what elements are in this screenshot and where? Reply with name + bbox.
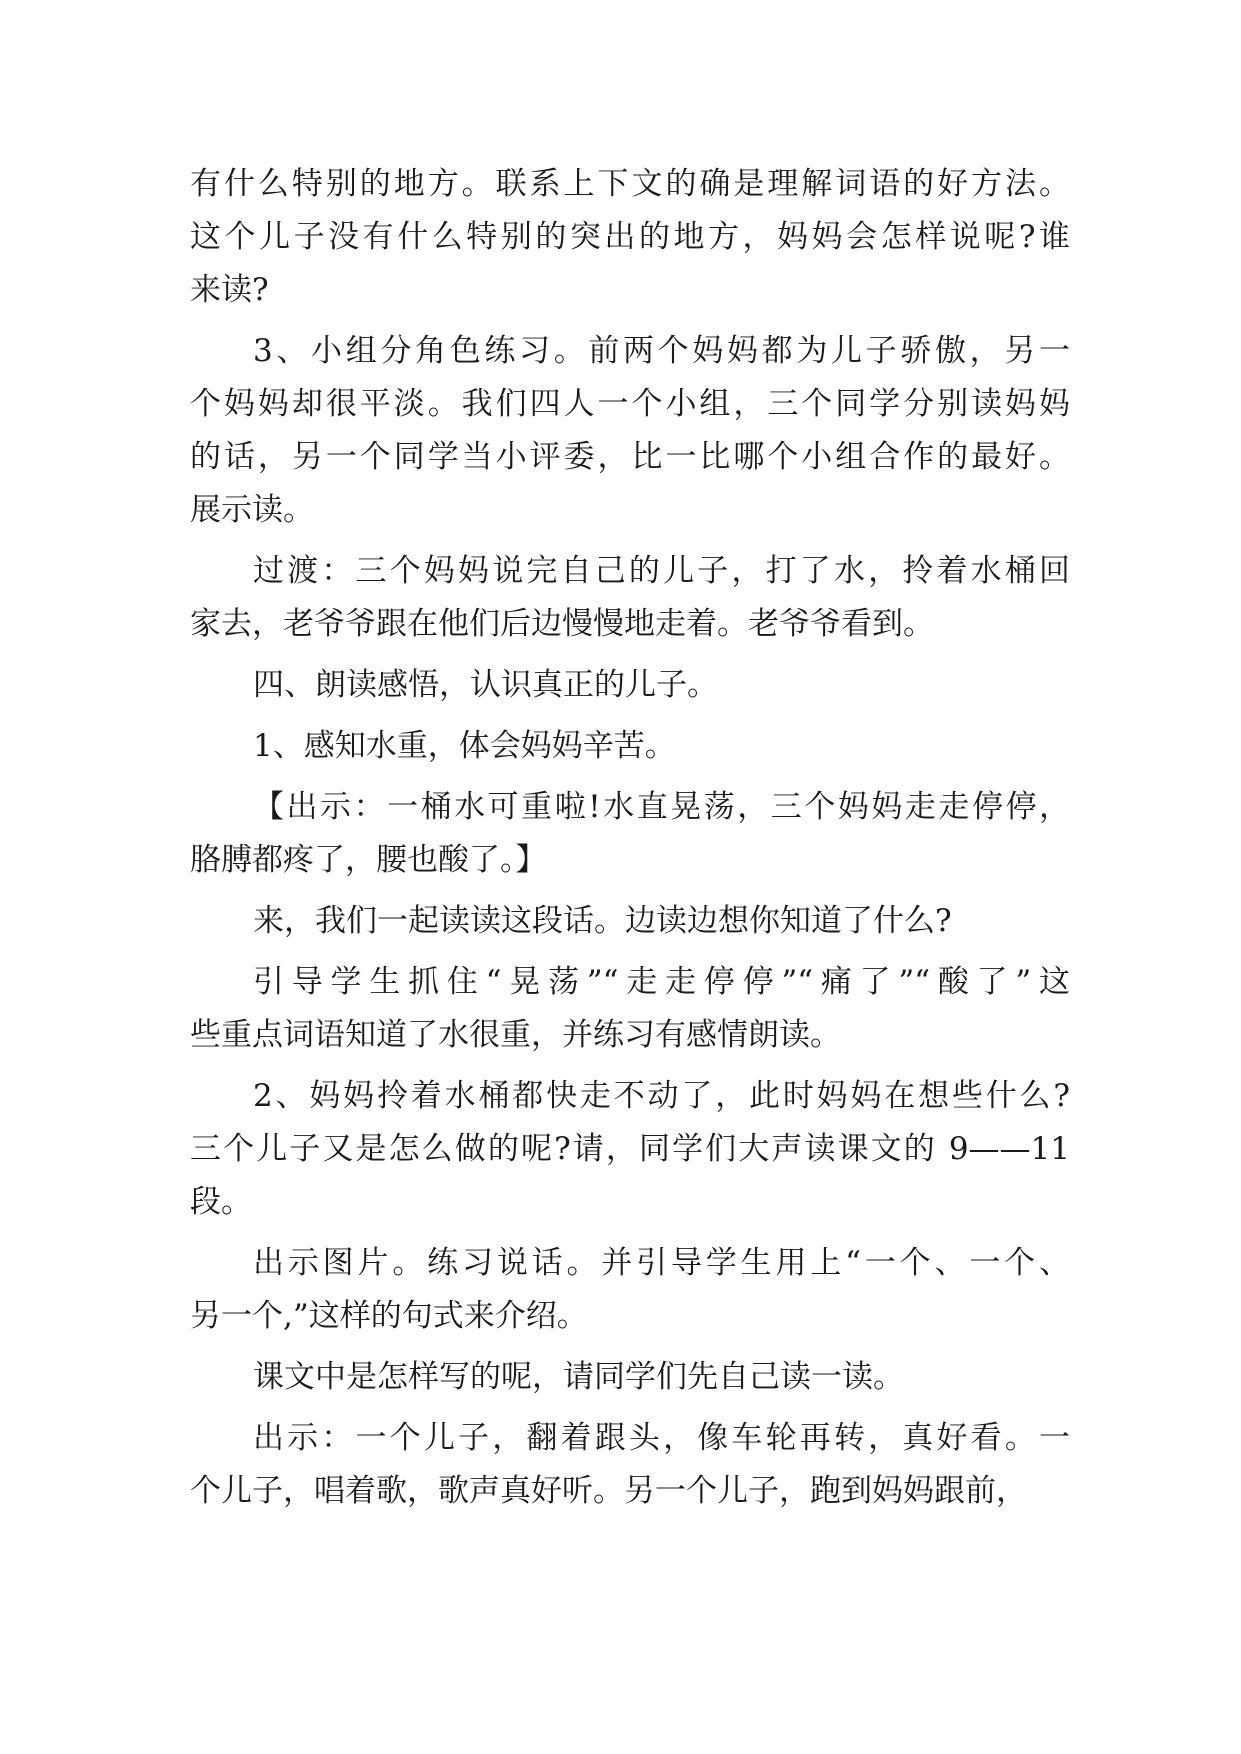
text-line: 引导学生抓住“晃荡”“走走停停”“痛了”“酸了”这 <box>253 964 1070 1000</box>
paragraph <box>190 1070 1070 1229</box>
text-line: 来，我们一起读读这段话。边读边想你知道了什么? <box>253 903 952 939</box>
text-line: 胳膊都疼了，腰也酸了。】 <box>190 842 547 878</box>
paragraph <box>190 956 1070 1062</box>
paragraph-gap <box>190 651 1070 659</box>
document-body <box>190 158 1070 1518</box>
paragraph-gap <box>190 1343 1070 1351</box>
paragraph <box>190 1412 1070 1518</box>
paragraph <box>190 720 1070 773</box>
text-line: 段。 <box>190 1184 252 1220</box>
text-line: 的话，另一个同学当小评委，比一比哪个小组合作的最好。 <box>190 439 1070 475</box>
text-line: 有什么特别的地方。联系上下文的确是理解词语的好方法。 <box>190 166 1070 202</box>
paragraph <box>190 1237 1070 1343</box>
paragraph <box>190 1351 1070 1404</box>
paragraph-gap <box>190 317 1070 325</box>
text-line: 【出示：一桶水可重啦!水直晃荡，三个妈妈走走停停， <box>253 789 1070 825</box>
text-line: 出示图片。练习说话。并引导学生用上“一个、一个、 <box>253 1245 1070 1281</box>
paragraph-gap <box>190 887 1070 895</box>
text-line: 课文中是怎样写的呢，请同学们先自己读一读。 <box>253 1359 904 1395</box>
paragraph <box>190 545 1070 651</box>
text-line: 来读? <box>190 272 269 308</box>
text-line: 1、感知水重，体会妈妈辛苦。 <box>253 728 676 764</box>
paragraph-gap <box>190 948 1070 956</box>
paragraph <box>190 158 1070 317</box>
text-line: 3、小组分角色练习。前两个妈妈都为儿子骄傲，另一 <box>253 333 1070 369</box>
text-line: 2、妈妈拎着水桶都快走不动了，此时妈妈在想些什么? <box>253 1078 1070 1114</box>
paragraph-gap <box>190 537 1070 545</box>
text-line: 出示：一个儿子，翻着跟头，像车轮再转，真好看。一 <box>253 1420 1070 1456</box>
paragraph <box>190 781 1070 887</box>
text-line: 三个儿子又是怎么做的呢?请，同学们大声读课文的 9——11 <box>190 1131 1070 1167</box>
text-line: 个儿子，唱着歌，歌声真好听。另一个儿子，跑到妈妈跟前， <box>190 1473 1027 1509</box>
paragraph-gap <box>190 773 1070 781</box>
text-line: 些重点词语知道了水很重，并练习有感情朗读。 <box>190 1017 841 1053</box>
text-line: 另一个,”这样的句式来介绍。 <box>190 1298 588 1334</box>
paragraph <box>190 895 1070 948</box>
paragraph-gap <box>190 1404 1070 1412</box>
text-line: 过渡：三个妈妈说完自己的儿子，打了水，拎着水桶回 <box>253 553 1070 589</box>
paragraph-gap <box>190 1229 1070 1237</box>
paragraph-gap <box>190 712 1070 720</box>
text-line: 展示读。 <box>190 492 314 528</box>
paragraph <box>190 325 1070 537</box>
text-line: 家去，老爷爷跟在他们后边慢慢地走着。老爷爷看到。 <box>190 606 934 642</box>
text-line: 这个儿子没有什么特别的突出的地方，妈妈会怎样说呢?谁 <box>190 219 1070 255</box>
text-line: 个妈妈却很平淡。我们四人一个小组，三个同学分别读妈妈 <box>190 386 1070 422</box>
paragraph <box>190 659 1070 712</box>
text-line: 四、朗读感悟，认识真正的儿子。 <box>253 667 718 703</box>
paragraph-gap <box>190 1062 1070 1070</box>
